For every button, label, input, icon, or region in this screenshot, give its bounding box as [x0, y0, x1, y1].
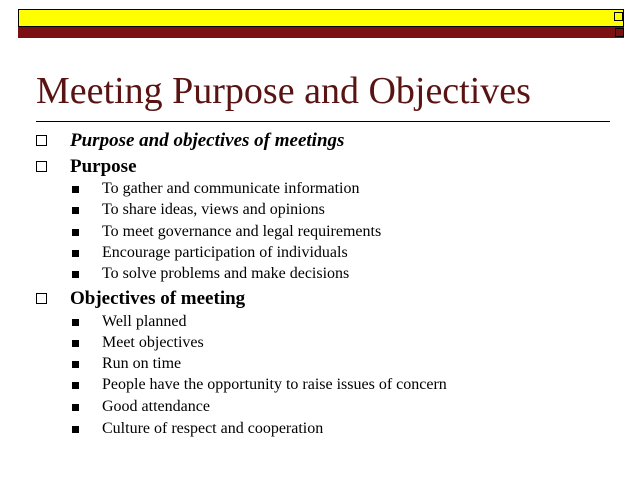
sub-bullet	[72, 245, 348, 261]
header-maroon-square	[615, 28, 624, 37]
filled-square-bullet-icon	[72, 207, 79, 214]
hollow-square-bullet-icon	[36, 135, 47, 146]
sub-bullet	[72, 314, 186, 330]
filled-square-bullet-icon	[72, 319, 79, 326]
sub-bullet	[72, 224, 381, 240]
bullet-text: Objectives of meeting	[70, 288, 246, 309]
sub-bullet	[72, 399, 210, 415]
sub-bullet	[72, 421, 323, 437]
filled-square-bullet-icon	[72, 186, 79, 193]
filled-square-bullet-icon	[72, 271, 79, 278]
title-divider	[36, 121, 610, 122]
sub-bullet	[72, 335, 204, 351]
header-yellow-square	[614, 12, 623, 21]
sub-bullet	[72, 202, 325, 218]
sub-bullet-text: Run on time	[102, 355, 182, 372]
bullet-purpose-objectives	[36, 131, 344, 150]
sub-bullet-text: To gather and communicate information	[102, 180, 360, 197]
sub-bullet-text: Meet objectives	[102, 334, 204, 351]
sub-bullet-text: To meet governance and legal requirements	[102, 223, 382, 240]
hollow-square-bullet-icon	[36, 161, 47, 172]
filled-square-bullet-icon	[72, 361, 79, 368]
sub-bullet	[72, 266, 349, 282]
slide-title: Meeting Purpose and Objectives	[36, 70, 531, 112]
bullet-purpose	[36, 157, 137, 176]
filled-square-bullet-icon	[72, 426, 79, 433]
sub-bullet-text: To solve problems and make decisions	[102, 265, 350, 282]
bullet-text: Purpose and objectives of meetings	[70, 130, 345, 151]
sub-bullet-text: People have the opportunity to raise issues of concern	[102, 376, 447, 393]
sub-bullet-text: To share ideas, views and opinions	[102, 201, 325, 218]
bullet-text: Purpose	[70, 156, 137, 177]
filled-square-bullet-icon	[72, 229, 79, 236]
filled-square-bullet-icon	[72, 250, 79, 257]
sub-bullet-text: Good attendance	[102, 398, 210, 415]
header-maroon-bar	[18, 27, 624, 38]
sub-bullet	[72, 377, 447, 393]
hollow-square-bullet-icon	[36, 293, 47, 304]
sub-bullet-text: Encourage participation of individuals	[102, 244, 348, 261]
sub-bullet-text: Culture of respect and cooperation	[102, 420, 324, 437]
sub-bullet-text: Well planned	[102, 313, 187, 330]
bullet-objectives-of-meeting	[36, 289, 245, 308]
filled-square-bullet-icon	[72, 404, 79, 411]
sub-bullet	[72, 181, 359, 197]
header-yellow-bar	[18, 9, 624, 27]
filled-square-bullet-icon	[72, 382, 79, 389]
filled-square-bullet-icon	[72, 340, 79, 347]
sub-bullet	[72, 356, 181, 372]
